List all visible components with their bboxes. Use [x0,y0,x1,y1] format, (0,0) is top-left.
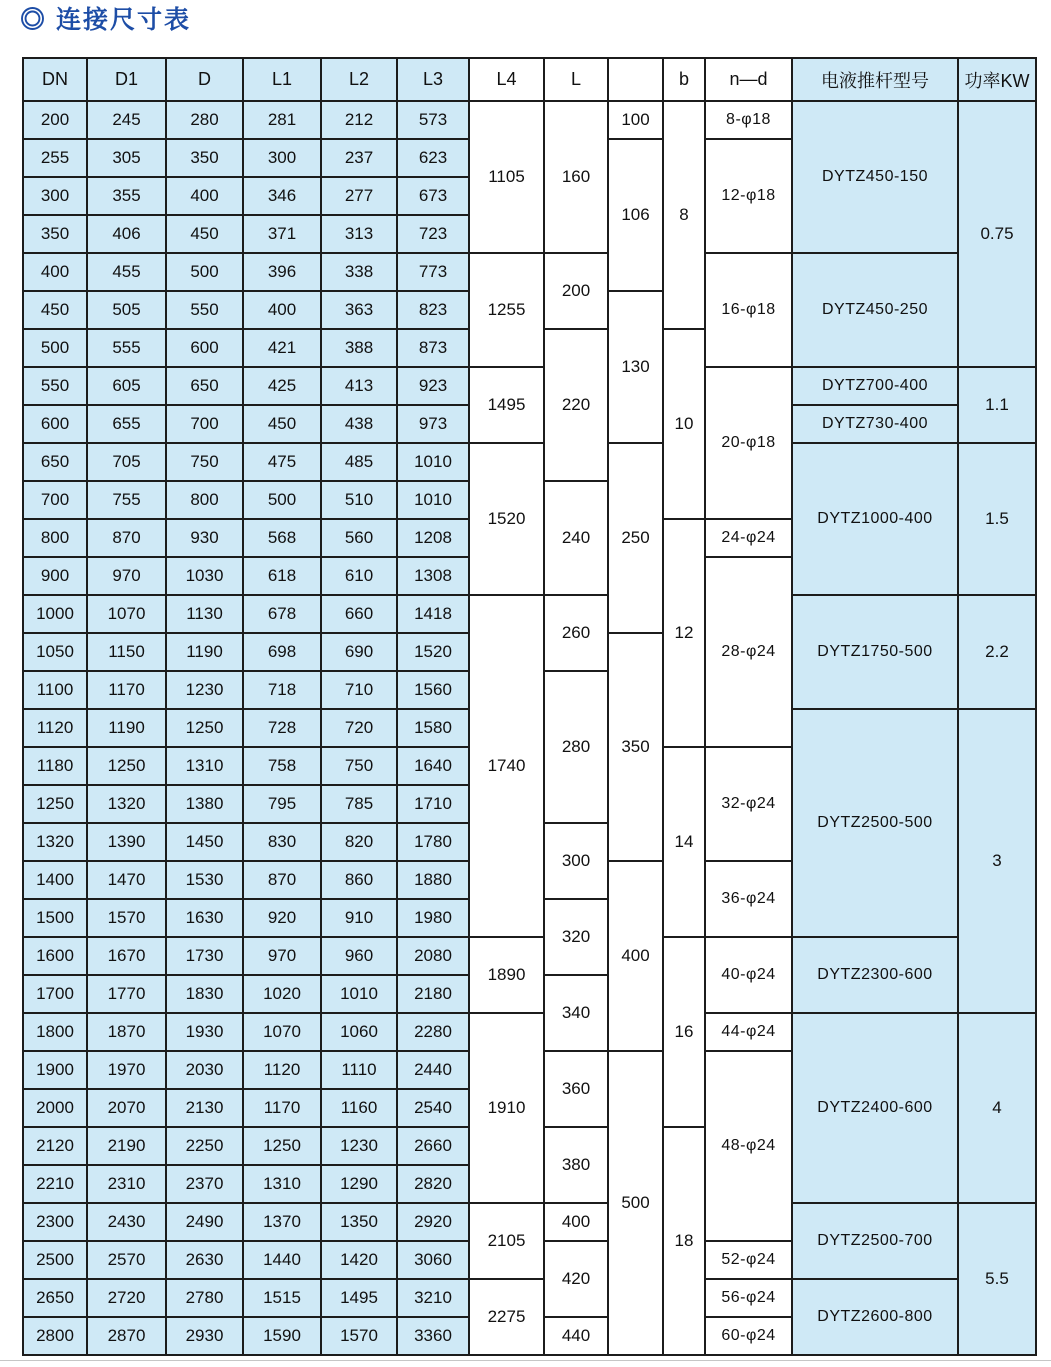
cell-d-r9: 700 [166,405,243,443]
cell-d-r6: 550 [166,291,243,329]
cell-l4-1890: 1890 [469,937,544,1013]
cell-d1-r33: 2870 [87,1317,166,1355]
cell-d-r7: 600 [166,329,243,367]
cell-l1-r8: 425 [243,367,321,405]
cell-d-r31: 2630 [166,1241,243,1279]
cell-d1-r28: 2190 [87,1127,166,1165]
cell-l1-r20: 830 [243,823,321,861]
cell-l4-2105: 2105 [469,1203,544,1279]
cell-dn-r21: 1400 [23,861,87,899]
column-header-blank [608,58,663,101]
cell-l1-r14: 678 [243,595,321,633]
cell-l1-r24: 1020 [243,975,321,1013]
cell-dn-r29: 2210 [23,1165,87,1203]
cell-model-DYTZ1000-400: DYTZ1000-400 [792,443,958,595]
cell-d1-r30: 2430 [87,1203,166,1241]
cell-l-340: 340 [544,975,608,1051]
cell-l1-r22: 920 [243,899,321,937]
cell-l3-r21: 1880 [397,861,469,899]
cell-d1-r27: 2070 [87,1089,166,1127]
cell-blank-350: 350 [608,633,663,861]
cell-dn-r12: 800 [23,519,87,557]
cell-l2-r18: 750 [321,747,397,785]
cell-l-420: 420 [544,1241,608,1317]
cell-l3-r30: 2920 [397,1203,469,1241]
cell-l4-1520: 1520 [469,443,544,595]
cell-l2-r1: 212 [321,101,397,139]
cell-blank-106: 106 [608,139,663,291]
cell-d-r20: 1450 [166,823,243,861]
cell-l1-r26: 1120 [243,1051,321,1089]
cell-l3-r11: 1010 [397,481,469,519]
table-row-dn-1600 [23,937,1036,975]
cell-l4-1105: 1105 [469,101,544,253]
cell-blank-250: 250 [608,443,663,633]
table-row-dn-2650 [23,1279,1036,1317]
table-row-dn-550 [23,367,1036,405]
cell-l1-r5: 396 [243,253,321,291]
cell-l3-r12: 1208 [397,519,469,557]
cell-d1-r1: 245 [87,101,166,139]
cell-d1-r20: 1390 [87,823,166,861]
cell-l1-r13: 618 [243,557,321,595]
cell-l2-r13: 610 [321,557,397,595]
cell-model-DYTZ2600-800: DYTZ2600-800 [792,1279,958,1355]
cell-dn-r8: 550 [23,367,87,405]
cell-l2-r9: 438 [321,405,397,443]
cell-d-r29: 2370 [166,1165,243,1203]
cell-d1-r22: 1570 [87,899,166,937]
cell-d-r13: 1030 [166,557,243,595]
cell-d-r22: 1630 [166,899,243,937]
cell-dn-r3: 300 [23,177,87,215]
cell-n_d-28-φ24: 28-φ24 [705,557,792,747]
cell-l2-r28: 1230 [321,1127,397,1165]
cell-model-DYTZ1750-500: DYTZ1750-500 [792,595,958,709]
cell-d-r24: 1830 [166,975,243,1013]
cell-dn-r23: 1600 [23,937,87,975]
cell-dn-r22: 1500 [23,899,87,937]
cell-l-300: 300 [544,823,608,899]
cell-n_d-8-φ18: 8-φ18 [705,101,792,139]
cell-l1-r16: 718 [243,671,321,709]
cell-l-160: 160 [544,101,608,253]
column-header-l2: L2 [321,58,397,101]
cell-l2-r24: 1010 [321,975,397,1013]
cell-d1-r15: 1150 [87,633,166,671]
cell-d1-r26: 1970 [87,1051,166,1089]
cell-l3-r23: 2080 [397,937,469,975]
cell-power-3: 3 [958,709,1036,1013]
cell-d1-r13: 970 [87,557,166,595]
cell-l3-r13: 1308 [397,557,469,595]
cell-l2-r5: 338 [321,253,397,291]
cell-l1-r7: 421 [243,329,321,367]
cell-d1-r11: 755 [87,481,166,519]
cell-dn-r9: 600 [23,405,87,443]
cell-l2-r23: 960 [321,937,397,975]
cell-n_d-44-φ24: 44-φ24 [705,1013,792,1051]
cell-d-r30: 2490 [166,1203,243,1241]
cell-dn-r14: 1000 [23,595,87,633]
cell-l4-1255: 1255 [469,253,544,367]
table-row-dn-650 [23,443,1036,481]
cell-l2-r26: 1110 [321,1051,397,1089]
cell-dn-r16: 1100 [23,671,87,709]
cell-l4-2275: 2275 [469,1279,544,1355]
cell-n_d-24-φ24: 24-φ24 [705,519,792,557]
table-row-dn-400 [23,253,1036,291]
cell-l-260: 260 [544,595,608,671]
cell-l1-r15: 698 [243,633,321,671]
cell-l3-r24: 2180 [397,975,469,1013]
cell-l3-r7: 873 [397,329,469,367]
cell-d-r1: 280 [166,101,243,139]
cell-model-DYTZ730-400: DYTZ730-400 [792,405,958,443]
cell-dn-r10: 650 [23,443,87,481]
cell-d-r23: 1730 [166,937,243,975]
cell-d-r26: 2030 [166,1051,243,1089]
cell-l2-r29: 1290 [321,1165,397,1203]
cell-d-r8: 650 [166,367,243,405]
cell-l1-r28: 1250 [243,1127,321,1165]
cell-d-r19: 1380 [166,785,243,823]
cell-model-DYTZ2500-500: DYTZ2500-500 [792,709,958,937]
bottom-page-rule [0,1360,1051,1361]
cell-d-r27: 2130 [166,1089,243,1127]
cell-d-r14: 1130 [166,595,243,633]
cell-l3-r1: 573 [397,101,469,139]
cell-l3-r22: 1980 [397,899,469,937]
column-header-power: 功率KW [958,58,1036,101]
cell-b-18: 18 [663,1127,705,1355]
cell-n_d-52-φ24: 52-φ24 [705,1241,792,1279]
cell-l1-r33: 1590 [243,1317,321,1355]
cell-l1-r12: 568 [243,519,321,557]
cell-l2-r16: 710 [321,671,397,709]
cell-l2-r2: 237 [321,139,397,177]
cell-dn-r4: 350 [23,215,87,253]
cell-l3-r3: 673 [397,177,469,215]
cell-d-r10: 750 [166,443,243,481]
cell-b-12: 12 [663,519,705,747]
cell-l3-r27: 2540 [397,1089,469,1127]
cell-l1-r19: 795 [243,785,321,823]
cell-l1-r4: 371 [243,215,321,253]
cell-l1-r3: 346 [243,177,321,215]
cell-l2-r25: 1060 [321,1013,397,1051]
cell-l1-r21: 870 [243,861,321,899]
cell-l4-1740: 1740 [469,595,544,937]
table-row-dn-1800 [23,1013,1036,1051]
cell-model-DYTZ2300-600: DYTZ2300-600 [792,937,958,1013]
cell-d1-r17: 1190 [87,709,166,747]
cell-power-1.1: 1.1 [958,367,1036,443]
cell-dn-r33: 2800 [23,1317,87,1355]
cell-d-r2: 350 [166,139,243,177]
cell-l3-r15: 1520 [397,633,469,671]
cell-d1-r18: 1250 [87,747,166,785]
cell-n_d-20-φ18: 20-φ18 [705,367,792,519]
cell-l2-r7: 388 [321,329,397,367]
cell-l1-r11: 500 [243,481,321,519]
cell-d-r16: 1230 [166,671,243,709]
cell-l2-r27: 1160 [321,1089,397,1127]
column-header-dn: DN [23,58,87,101]
cell-l-320: 320 [544,899,608,975]
cell-n_d-12-φ18: 12-φ18 [705,139,792,253]
cell-l2-r10: 485 [321,443,397,481]
column-header-model: 电液推杆型号 [792,58,958,101]
cell-blank-130: 130 [608,291,663,443]
column-header-l1: L1 [243,58,321,101]
cell-l3-r8: 923 [397,367,469,405]
cell-d1-r24: 1770 [87,975,166,1013]
cell-d-r18: 1310 [166,747,243,785]
cell-l3-r14: 1418 [397,595,469,633]
cell-l4-1910: 1910 [469,1013,544,1203]
cell-l-360: 360 [544,1051,608,1127]
cell-l3-r31: 3060 [397,1241,469,1279]
cell-d1-r5: 455 [87,253,166,291]
cell-d1-r8: 605 [87,367,166,405]
cell-dn-r26: 1900 [23,1051,87,1089]
cell-l3-r10: 1010 [397,443,469,481]
column-header-b: b [663,58,705,101]
cell-l3-r2: 623 [397,139,469,177]
cell-blank-100: 100 [608,101,663,139]
cell-l2-r19: 785 [321,785,397,823]
cell-d1-r9: 655 [87,405,166,443]
cell-model-DYTZ450-250: DYTZ450-250 [792,253,958,367]
cell-b-14: 14 [663,747,705,937]
cell-l3-r26: 2440 [397,1051,469,1089]
cell-d-r21: 1530 [166,861,243,899]
cell-dn-r17: 1120 [23,709,87,747]
cell-dn-r15: 1050 [23,633,87,671]
column-header-l3: L3 [397,58,469,101]
cell-l2-r15: 690 [321,633,397,671]
cell-b-10: 10 [663,329,705,519]
cell-l3-r20: 1780 [397,823,469,861]
cell-dn-r7: 500 [23,329,87,367]
cell-n_d-36-φ24: 36-φ24 [705,861,792,937]
cell-blank-500: 500 [608,1051,663,1355]
cell-model-DYTZ450-150: DYTZ450-150 [792,101,958,253]
table-body [23,101,1036,1355]
page-title: ◎ 连接尺寸表 [20,6,191,34]
cell-dn-r31: 2500 [23,1241,87,1279]
cell-dn-r19: 1250 [23,785,87,823]
cell-l2-r8: 413 [321,367,397,405]
cell-l2-r33: 1570 [321,1317,397,1355]
cell-d1-r2: 305 [87,139,166,177]
cell-dn-r30: 2300 [23,1203,87,1241]
cell-n_d-16-φ18: 16-φ18 [705,253,792,367]
cell-dn-r25: 1800 [23,1013,87,1051]
cell-d-r4: 450 [166,215,243,253]
cell-l2-r30: 1350 [321,1203,397,1241]
cell-n_d-32-φ24: 32-φ24 [705,747,792,861]
cell-dn-r5: 400 [23,253,87,291]
cell-l3-r17: 1580 [397,709,469,747]
table-row-dn-1000 [23,595,1036,633]
cell-d-r32: 2780 [166,1279,243,1317]
column-header-l: L [544,58,608,101]
cell-l1-r25: 1070 [243,1013,321,1051]
cell-model-DYTZ2400-600: DYTZ2400-600 [792,1013,958,1203]
cell-b-8: 8 [663,101,705,329]
cell-l3-r25: 2280 [397,1013,469,1051]
cell-l3-r18: 1640 [397,747,469,785]
cell-l1-r17: 728 [243,709,321,747]
column-header-l4: L4 [469,58,544,101]
cell-l1-r18: 758 [243,747,321,785]
cell-d1-r32: 2720 [87,1279,166,1317]
cell-d1-r7: 555 [87,329,166,367]
cell-d-r25: 1930 [166,1013,243,1051]
cell-d1-r21: 1470 [87,861,166,899]
cell-l-200: 200 [544,253,608,329]
cell-d1-r10: 705 [87,443,166,481]
cell-l1-r10: 475 [243,443,321,481]
column-header-d: D [166,58,243,101]
cell-dn-r24: 1700 [23,975,87,1013]
cell-d1-r25: 1870 [87,1013,166,1051]
column-header-d1: D1 [87,58,166,101]
cell-d1-r4: 406 [87,215,166,253]
cell-d-r11: 800 [166,481,243,519]
cell-l3-r33: 3360 [397,1317,469,1355]
cell-dn-r11: 700 [23,481,87,519]
cell-l2-r21: 860 [321,861,397,899]
cell-l2-r22: 910 [321,899,397,937]
cell-l1-r23: 970 [243,937,321,975]
cell-l1-r1: 281 [243,101,321,139]
cell-d-r12: 930 [166,519,243,557]
cell-l1-r31: 1440 [243,1241,321,1279]
cell-dn-r13: 900 [23,557,87,595]
cell-d1-r14: 1070 [87,595,166,633]
cell-d1-r3: 355 [87,177,166,215]
cell-l3-r32: 3210 [397,1279,469,1317]
cell-l1-r32: 1515 [243,1279,321,1317]
cell-l-440: 440 [544,1317,608,1355]
cell-power-0.75: 0.75 [958,101,1036,367]
cell-model-DYTZ700-400: DYTZ700-400 [792,367,958,405]
cell-l-400: 400 [544,1203,608,1241]
cell-d-r5: 500 [166,253,243,291]
cell-n_d-60-φ24: 60-φ24 [705,1317,792,1355]
cell-d1-r23: 1670 [87,937,166,975]
cell-d1-r6: 505 [87,291,166,329]
cell-l-240: 240 [544,481,608,595]
cell-dn-r27: 2000 [23,1089,87,1127]
cell-power-4: 4 [958,1013,1036,1203]
cell-l2-r6: 363 [321,291,397,329]
cell-d-r17: 1250 [166,709,243,747]
cell-d1-r19: 1320 [87,785,166,823]
cell-l2-r31: 1420 [321,1241,397,1279]
cell-d-r28: 2250 [166,1127,243,1165]
cell-power-2.2: 2.2 [958,595,1036,709]
cell-model-DYTZ2500-700: DYTZ2500-700 [792,1203,958,1279]
cell-l3-r5: 773 [397,253,469,291]
cell-l2-r4: 313 [321,215,397,253]
cell-l1-r6: 400 [243,291,321,329]
cell-dn-r6: 450 [23,291,87,329]
cell-l3-r19: 1710 [397,785,469,823]
cell-d-r33: 2930 [166,1317,243,1355]
cell-power-1.5: 1.5 [958,443,1036,595]
column-header-n_d: n—d [705,58,792,101]
cell-l-380: 380 [544,1127,608,1203]
cell-l1-r30: 1370 [243,1203,321,1241]
cell-blank-400: 400 [608,861,663,1051]
cell-dn-r28: 2120 [23,1127,87,1165]
cell-l1-r29: 1310 [243,1165,321,1203]
cell-l2-r32: 1495 [321,1279,397,1317]
cell-l3-r4: 723 [397,215,469,253]
cell-dn-r2: 255 [23,139,87,177]
cell-l2-r12: 560 [321,519,397,557]
cell-l3-r28: 2660 [397,1127,469,1165]
cell-n_d-48-φ24: 48-φ24 [705,1051,792,1241]
cell-n_d-56-φ24: 56-φ24 [705,1279,792,1317]
cell-l3-r16: 1560 [397,671,469,709]
cell-d1-r16: 1170 [87,671,166,709]
cell-l1-r2: 300 [243,139,321,177]
cell-l3-r9: 973 [397,405,469,443]
cell-power-5.5: 5.5 [958,1203,1036,1355]
cell-l2-r11: 510 [321,481,397,519]
cell-l1-r9: 450 [243,405,321,443]
cell-l3-r6: 823 [397,291,469,329]
cell-n_d-40-φ24: 40-φ24 [705,937,792,1013]
cell-dn-r1: 200 [23,101,87,139]
cell-l2-r3: 277 [321,177,397,215]
cell-d1-r29: 2310 [87,1165,166,1203]
cell-d-r3: 400 [166,177,243,215]
cell-b-16: 16 [663,937,705,1127]
cell-l-220: 220 [544,329,608,481]
cell-d1-r31: 2570 [87,1241,166,1279]
cell-l-280: 280 [544,671,608,823]
table-row-dn-200 [23,101,1036,139]
cell-dn-r18: 1180 [23,747,87,785]
cell-dn-r32: 2650 [23,1279,87,1317]
cell-l3-r29: 2820 [397,1165,469,1203]
cell-l2-r14: 660 [321,595,397,633]
cell-d-r15: 1190 [166,633,243,671]
cell-l2-r17: 720 [321,709,397,747]
table-row-dn-2300 [23,1203,1036,1241]
cell-l2-r20: 820 [321,823,397,861]
cell-l1-r27: 1170 [243,1089,321,1127]
connection-dimension-table [22,57,1037,1356]
cell-l4-1495: 1495 [469,367,544,443]
table-header-row [23,58,1036,101]
cell-d1-r12: 870 [87,519,166,557]
cell-dn-r20: 1320 [23,823,87,861]
